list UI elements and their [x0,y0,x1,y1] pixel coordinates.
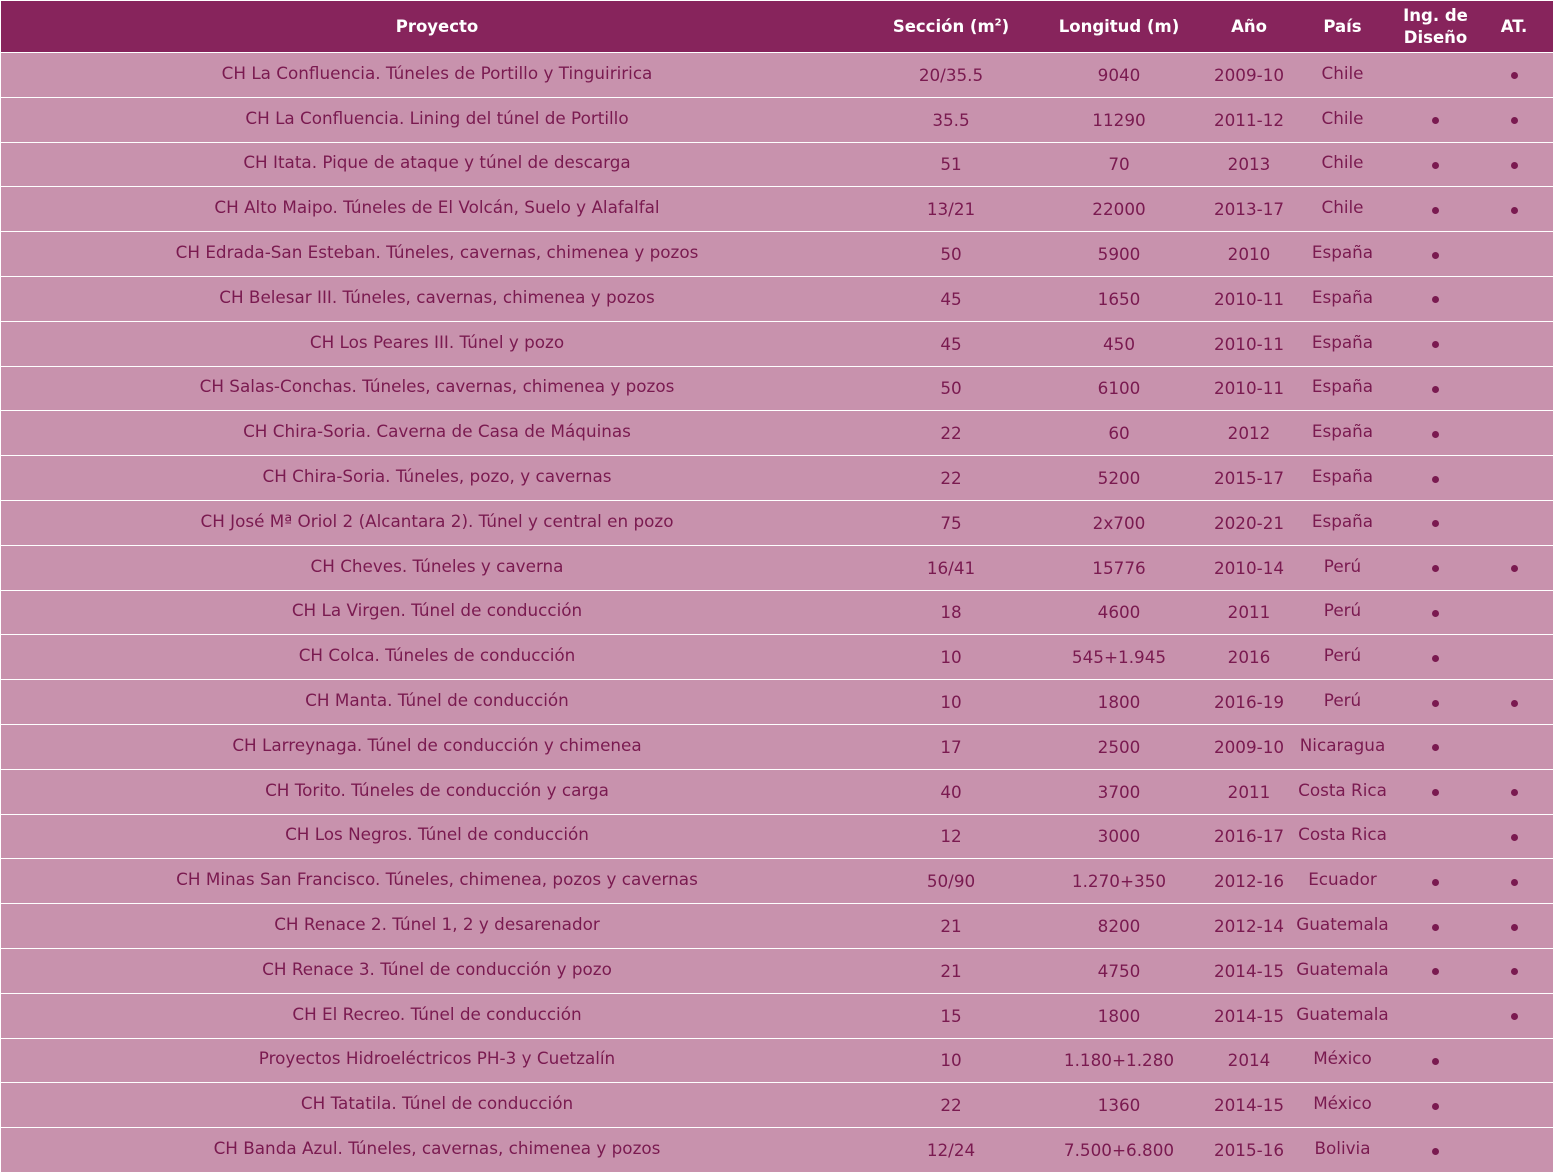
cell-proyecto: CH Los Negros. Túnel de conducción [1,815,873,860]
cell-at [1475,770,1553,815]
bullet-icon [1432,252,1439,259]
table-row [1,367,1553,412]
cell-seccion: 45 [873,277,1029,322]
cell-ing [1396,187,1475,232]
cell-at [1475,53,1553,98]
cell-pais: Ecuador [1289,859,1396,904]
cell-pais: España [1289,456,1396,501]
cell-at [1475,815,1553,860]
cell-proyecto: CH La Confluencia. Túneles de Portillo y Tinguiririca [1,53,873,98]
cell-proyecto: CH Itata. Pique de ataque y túnel de descarga [1,143,873,188]
cell-at [1475,367,1553,412]
cell-anio: 2010-11 [1209,367,1289,412]
cell-proyecto: CH Colca. Túneles de conducción [1,635,873,680]
cell-longitud: 70 [1029,143,1209,188]
bullet-icon [1511,834,1518,841]
cell-seccion: 16/41 [873,546,1029,591]
cell-proyecto: Proyectos Hidroeléctricos PH-3 y Cuetzalín [1,1039,873,1084]
cell-longitud: 4750 [1029,949,1209,994]
cell-ing [1396,143,1475,188]
cell-longitud: 1360 [1029,1083,1209,1128]
cell-ing [1396,322,1475,367]
cell-seccion: 12/24 [873,1128,1029,1173]
cell-seccion: 22 [873,411,1029,456]
cell-at [1475,143,1553,188]
bullet-icon [1432,655,1439,662]
header-seccion [873,1,1029,53]
bullet-icon [1511,207,1518,214]
header-ing-line1: Ing. de [1403,5,1468,25]
cell-pais: Nicaragua [1289,725,1396,770]
cell-ing [1396,904,1475,949]
cell-pais: Perú [1289,591,1396,636]
header-ing-line2: Diseño [1403,27,1468,47]
bullet-icon [1432,924,1439,931]
cell-longitud: 5200 [1029,456,1209,501]
bullet-icon [1511,924,1518,931]
cell-pais: Chile [1289,98,1396,143]
cell-ing [1396,815,1475,860]
cell-longitud: 11290 [1029,98,1209,143]
cell-at [1475,411,1553,456]
cell-proyecto: CH Minas San Francisco. Túneles, chimenea, pozos y cavernas [1,859,873,904]
table-row [1,53,1553,98]
cell-pais: España [1289,367,1396,412]
cell-seccion: 10 [873,1039,1029,1084]
table-row [1,1083,1553,1128]
cell-seccion: 75 [873,501,1029,546]
bullet-icon [1432,341,1439,348]
cell-seccion: 21 [873,949,1029,994]
cell-ing [1396,98,1475,143]
table-row [1,815,1553,860]
cell-at [1475,635,1553,680]
cell-proyecto: CH Torito. Túneles de conducción y carga [1,770,873,815]
bullet-icon [1432,117,1439,124]
cell-ing [1396,277,1475,322]
cell-longitud: 1800 [1029,994,1209,1039]
table-row [1,277,1553,322]
cell-seccion: 20/35.5 [873,53,1029,98]
cell-ing [1396,411,1475,456]
cell-anio: 2014 [1209,1039,1289,1084]
cell-ing [1396,1128,1475,1173]
cell-at [1475,725,1553,770]
cell-pais: España [1289,277,1396,322]
cell-longitud: 22000 [1029,187,1209,232]
bullet-icon [1511,162,1518,169]
cell-at [1475,680,1553,725]
cell-proyecto: CH Chira-Soria. Caverna de Casa de Máquinas [1,411,873,456]
cell-ing [1396,725,1475,770]
cell-at [1475,187,1553,232]
cell-longitud: 1650 [1029,277,1209,322]
cell-at [1475,1128,1553,1173]
cell-seccion: 13/21 [873,187,1029,232]
header-anio: Año [1209,1,1289,53]
cell-anio: 2011 [1209,770,1289,815]
cell-proyecto: CH Chira-Soria. Túneles, pozo, y cavernas [1,456,873,501]
table-row [1,143,1553,188]
cell-seccion: 21 [873,904,1029,949]
cell-pais: Guatemala [1289,904,1396,949]
cell-at [1475,322,1553,367]
table-row [1,232,1553,277]
header-ing-diseno [1396,1,1475,53]
cell-proyecto: CH La Virgen. Túnel de conducción [1,591,873,636]
cell-pais: Perú [1289,635,1396,680]
cell-longitud: 3700 [1029,770,1209,815]
cell-seccion: 50/90 [873,859,1029,904]
bullet-icon [1432,1148,1439,1155]
bullet-icon [1511,879,1518,886]
cell-seccion: 51 [873,143,1029,188]
cell-seccion: 40 [873,770,1029,815]
cell-at [1475,994,1553,1039]
cell-seccion: 17 [873,725,1029,770]
bullet-icon [1432,1058,1439,1065]
bullet-icon [1432,207,1439,214]
cell-anio: 2012-14 [1209,904,1289,949]
cell-anio: 2020-21 [1209,501,1289,546]
table-row [1,501,1553,546]
cell-at [1475,546,1553,591]
cell-at [1475,904,1553,949]
cell-at [1475,949,1553,994]
table-row [1,98,1553,143]
table-row [1,725,1553,770]
cell-seccion: 12 [873,815,1029,860]
cell-anio: 2009-10 [1209,725,1289,770]
cell-longitud: 1.270+350 [1029,859,1209,904]
cell-longitud: 8200 [1029,904,1209,949]
cell-at [1475,501,1553,546]
table-row [1,1128,1553,1173]
cell-pais: España [1289,322,1396,367]
cell-seccion: 10 [873,680,1029,725]
cell-anio: 2016-19 [1209,680,1289,725]
cell-longitud: 1.180+1.280 [1029,1039,1209,1084]
cell-longitud: 6100 [1029,367,1209,412]
cell-anio: 2014-15 [1209,949,1289,994]
bullet-icon [1432,386,1439,393]
cell-proyecto: CH Renace 3. Túnel de conducción y pozo [1,949,873,994]
cell-anio: 2009-10 [1209,53,1289,98]
cell-ing [1396,232,1475,277]
cell-seccion: 22 [873,1083,1029,1128]
table-row [1,949,1553,994]
cell-anio: 2011 [1209,591,1289,636]
bullet-icon [1432,700,1439,707]
bullet-icon [1511,789,1518,796]
bullet-icon [1511,72,1518,79]
cell-ing [1396,770,1475,815]
cell-longitud: 450 [1029,322,1209,367]
table-row [1,770,1553,815]
cell-ing [1396,680,1475,725]
cell-proyecto: CH Alto Maipo. Túneles de El Volcán, Suelo y Alafalfal [1,187,873,232]
table-row [1,994,1553,1039]
bullet-icon [1432,789,1439,796]
cell-ing [1396,949,1475,994]
cell-longitud: 1800 [1029,680,1209,725]
cell-ing [1396,53,1475,98]
cell-proyecto: CH Renace 2. Túnel 1, 2 y desarenador [1,904,873,949]
header-seccion-label: Sección (m [892,16,995,36]
cell-proyecto: CH El Recreo. Túnel de conducción [1,994,873,1039]
cell-seccion: 18 [873,591,1029,636]
cell-seccion: 10 [873,635,1029,680]
table-body [1,53,1553,1173]
header-pais: País [1289,1,1396,53]
cell-ing [1396,367,1475,412]
table-row [1,546,1553,591]
cell-anio: 2015-16 [1209,1128,1289,1173]
bullet-icon [1432,744,1439,751]
cell-seccion: 15 [873,994,1029,1039]
cell-proyecto: CH Edrada-San Esteban. Túneles, cavernas, chimenea y pozos [1,232,873,277]
cell-pais: Guatemala [1289,994,1396,1039]
cell-pais: Costa Rica [1289,815,1396,860]
table-row [1,456,1553,501]
cell-at [1475,98,1553,143]
cell-proyecto: CH José Mª Oriol 2 (Alcantara 2). Túnel y central en pozo [1,501,873,546]
header-at: AT. [1475,1,1553,53]
cell-pais: España [1289,411,1396,456]
cell-anio: 2015-17 [1209,456,1289,501]
cell-seccion: 35.5 [873,98,1029,143]
header-longitud: Longitud (m) [1029,1,1209,53]
cell-at [1475,232,1553,277]
table-row [1,635,1553,680]
cell-at [1475,277,1553,322]
bullet-icon [1432,431,1439,438]
bullet-icon [1432,1103,1439,1110]
cell-seccion: 50 [873,367,1029,412]
cell-longitud: 2x700 [1029,501,1209,546]
bullet-icon [1432,565,1439,572]
cell-anio: 2011-12 [1209,98,1289,143]
bullet-icon [1432,610,1439,617]
table-row [1,904,1553,949]
bullet-icon [1432,476,1439,483]
cell-anio: 2010-14 [1209,546,1289,591]
table-row [1,591,1553,636]
cell-at [1475,456,1553,501]
cell-longitud: 5900 [1029,232,1209,277]
bullet-icon [1511,117,1518,124]
cell-proyecto: CH Los Peares III. Túnel y pozo [1,322,873,367]
cell-pais: España [1289,501,1396,546]
header-seccion-end: ) [1001,16,1010,36]
cell-seccion: 22 [873,456,1029,501]
cell-anio: 2014-15 [1209,994,1289,1039]
cell-longitud: 7.500+6.800 [1029,1128,1209,1173]
table-row [1,859,1553,904]
cell-proyecto: CH Larreynaga. Túnel de conducción y chimenea [1,725,873,770]
cell-ing [1396,591,1475,636]
cell-longitud: 60 [1029,411,1209,456]
cell-anio: 2016-17 [1209,815,1289,860]
cell-longitud: 3000 [1029,815,1209,860]
cell-pais: Perú [1289,680,1396,725]
cell-anio: 2012 [1209,411,1289,456]
cell-anio: 2010-11 [1209,322,1289,367]
bullet-icon [1432,968,1439,975]
header-seccion-sup: 2 [994,17,1002,28]
table-row [1,680,1553,725]
cell-proyecto: CH Manta. Túnel de conducción [1,680,873,725]
cell-seccion: 45 [873,322,1029,367]
cell-pais: España [1289,232,1396,277]
cell-proyecto: CH Banda Azul. Túneles, cavernas, chimenea y pozos [1,1128,873,1173]
cell-pais: Chile [1289,143,1396,188]
cell-longitud: 4600 [1029,591,1209,636]
cell-longitud: 545+1.945 [1029,635,1209,680]
bullet-icon [1511,565,1518,572]
header-row [1,1,1553,53]
bullet-icon [1432,296,1439,303]
cell-pais: Chile [1289,187,1396,232]
cell-proyecto: CH Tatatila. Túnel de conducción [1,1083,873,1128]
cell-ing [1396,456,1475,501]
bullet-icon [1511,700,1518,707]
cell-longitud: 15776 [1029,546,1209,591]
cell-pais: México [1289,1083,1396,1128]
bullet-icon [1511,1013,1518,1020]
cell-ing [1396,546,1475,591]
bullet-icon [1432,879,1439,886]
cell-longitud: 2500 [1029,725,1209,770]
cell-pais: Bolivia [1289,1128,1396,1173]
cell-ing [1396,994,1475,1039]
table-row [1,187,1553,232]
cell-anio: 2010 [1209,232,1289,277]
cell-longitud: 9040 [1029,53,1209,98]
cell-ing [1396,859,1475,904]
cell-pais: Costa Rica [1289,770,1396,815]
cell-at [1475,591,1553,636]
header-proyecto: Proyecto [1,1,873,53]
cell-anio: 2013 [1209,143,1289,188]
cell-at [1475,1083,1553,1128]
table-row [1,411,1553,456]
cell-proyecto: CH Cheves. Túneles y caverna [1,546,873,591]
cell-ing [1396,501,1475,546]
cell-ing [1396,635,1475,680]
cell-proyecto: CH Salas-Conchas. Túneles, cavernas, chimenea y pozos [1,367,873,412]
projects-table [1,1,1553,1173]
bullet-icon [1432,162,1439,169]
cell-anio: 2014-15 [1209,1083,1289,1128]
cell-seccion: 50 [873,232,1029,277]
cell-ing [1396,1083,1475,1128]
cell-proyecto: CH La Confluencia. Lining del túnel de Portillo [1,98,873,143]
table-row [1,322,1553,367]
bullet-icon [1511,968,1518,975]
cell-pais: México [1289,1039,1396,1084]
cell-pais: Perú [1289,546,1396,591]
cell-anio: 2013-17 [1209,187,1289,232]
cell-proyecto: CH Belesar III. Túneles, cavernas, chimenea y pozos [1,277,873,322]
cell-anio: 2012-16 [1209,859,1289,904]
cell-at [1475,859,1553,904]
bullet-icon [1432,520,1439,527]
cell-anio: 2016 [1209,635,1289,680]
cell-pais: Guatemala [1289,949,1396,994]
cell-pais: Chile [1289,53,1396,98]
cell-anio: 2010-11 [1209,277,1289,322]
